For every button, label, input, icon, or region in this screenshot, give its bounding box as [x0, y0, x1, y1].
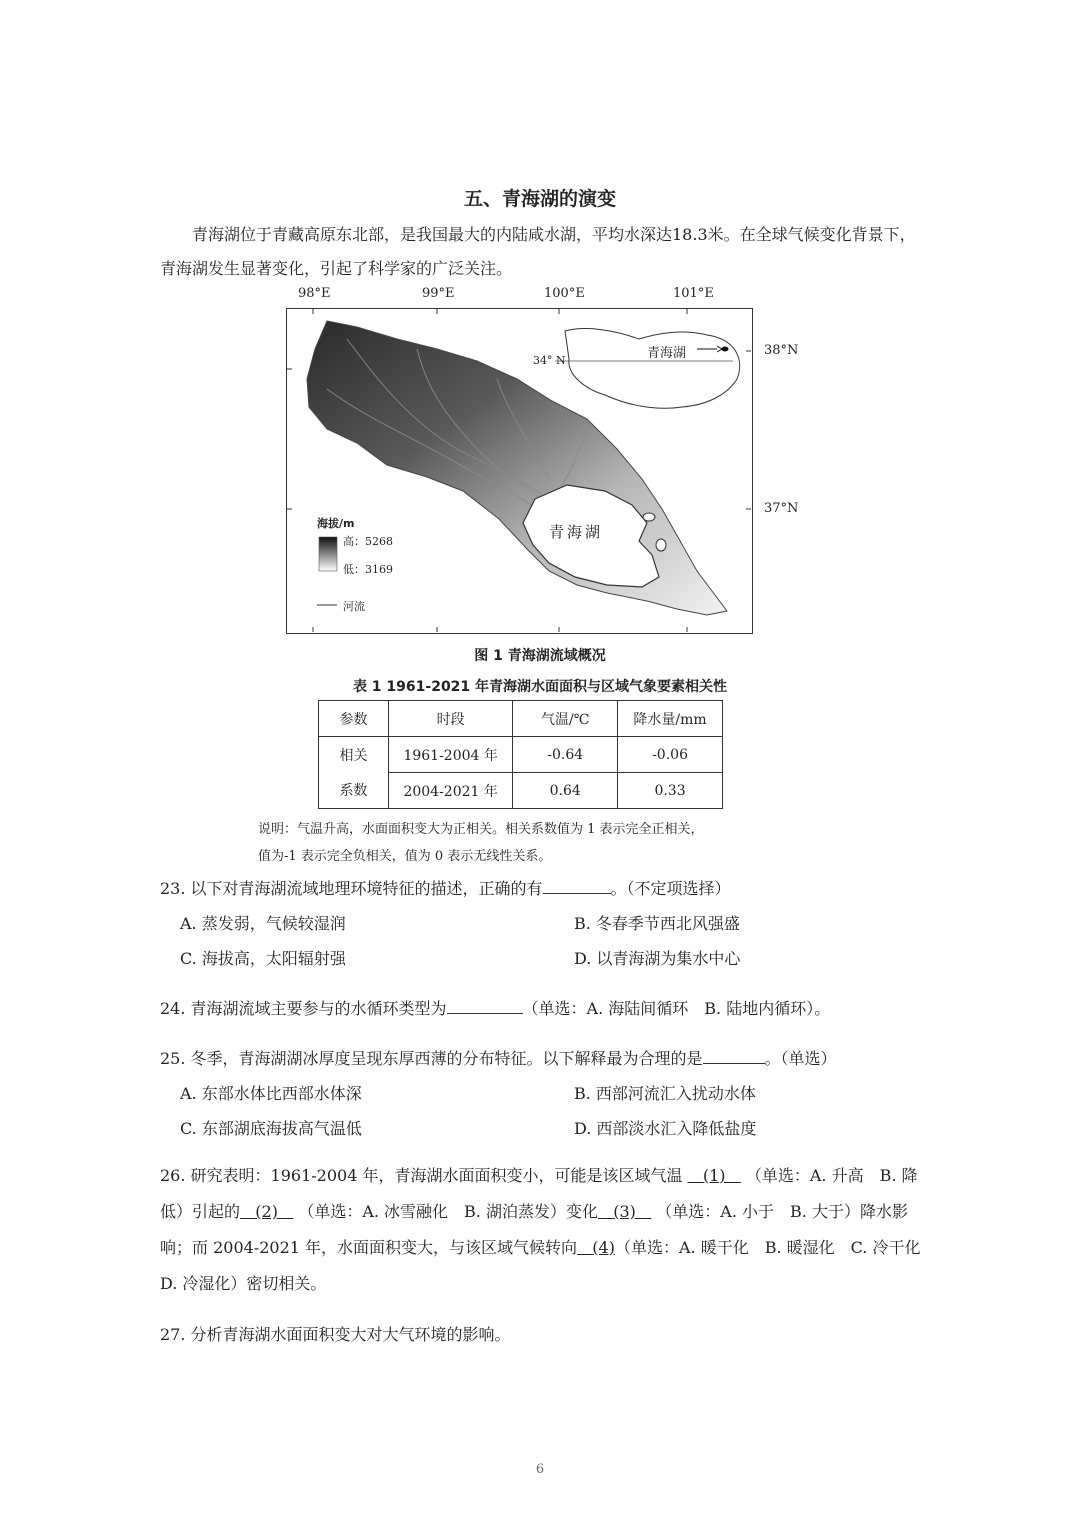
- q24-stem: 24. 青海湖流域主要参与的水循环类型为: [160, 999, 447, 1018]
- q26-blank-2[interactable]: [240, 1202, 293, 1221]
- question-26: [160, 1158, 937, 1302]
- row-label-2: 系数: [319, 773, 389, 809]
- q25-answer-blank[interactable]: [703, 1047, 765, 1064]
- q25-option-b: B. 西部河流汇入扰动水体: [574, 1084, 756, 1103]
- q26-blank-1[interactable]: [688, 1166, 741, 1185]
- q25-stem-end: 。（单选）: [764, 1049, 837, 1068]
- table-row: [319, 737, 723, 773]
- header-temp: 气温/℃: [513, 701, 618, 737]
- cell-period: 2004-2021 年: [388, 773, 512, 809]
- correlation-table: [318, 700, 723, 809]
- cell-period: 1961-2004 年: [388, 737, 512, 773]
- question-24: [160, 996, 830, 1019]
- q25-option-c: C. 东部湖底海拔高气温低: [180, 1119, 362, 1138]
- question-25: [160, 1046, 837, 1069]
- header-period: 时段: [388, 701, 512, 737]
- table-note-line1: 说明：气温升高，水面面积变大为正相关。相关系数值为 1 表示完全正相关，: [258, 822, 704, 837]
- watershed-map: [286, 308, 753, 634]
- q25-stem: 25. 冬季，青海湖湖冰厚度呈现东厚西薄的分布特征。以下解释最为合理的是: [160, 1049, 703, 1068]
- q23-stem: 23. 以下对青海湖流域地理环境特征的描述，正确的有: [160, 879, 543, 898]
- q26-part4: （单选：A. 小于 B. 大于）降水影响；而 2004-2021 年，水面面积变大，与该区域气候转向: [160, 1202, 908, 1257]
- question-27: 27. 分析青海湖水面面积变大对大气环境的影响。: [160, 1325, 511, 1344]
- figure-caption: 图 1 青海湖流域概况: [474, 648, 606, 664]
- q24-stem-end: （单选：A. 海陆间循环 B. 陆地内循环）。: [522, 999, 831, 1018]
- question-23: [160, 876, 731, 899]
- q26-part1: 26. 研究表明：1961-2004 年，青海湖水面面积变小，可能是该区域气温: [160, 1166, 683, 1185]
- q26-blank-3[interactable]: [598, 1202, 651, 1221]
- legend-high: 高：5268: [343, 535, 393, 548]
- q26-blank-4[interactable]: [577, 1238, 615, 1257]
- header-precip: 降水量/mm: [618, 701, 723, 737]
- lon-label-98: 98°E: [298, 286, 331, 301]
- row-label-1: 相关: [319, 737, 389, 773]
- table-row: [319, 773, 723, 809]
- cell-precip: 0.33: [618, 773, 723, 809]
- table-note-line2: 值为-1 表示完全负相关，值为 0 表示无线性关系。: [258, 849, 552, 864]
- section-title: 五、青海湖的演变: [463, 188, 616, 210]
- legend-river: 河流: [343, 600, 365, 613]
- q26-part3: （单选：A. 冰雪融化 B. 湖泊蒸发）变化: [298, 1202, 598, 1221]
- q26-blank-2-label: (2): [255, 1202, 278, 1221]
- page-number: 6: [535, 1462, 545, 1477]
- lake-label: 青海湖: [549, 523, 604, 541]
- q25-option-d: D. 西部淡水汇入降低盐度: [574, 1119, 757, 1138]
- legend-title: 海拔/m: [317, 517, 355, 530]
- q26-blank-3-label: (3): [613, 1202, 636, 1221]
- q23-option-b: B. 冬春季节西北风强盛: [574, 914, 740, 933]
- q26-part2: （单选：A. 升高 B. 降低）引起的: [160, 1166, 918, 1221]
- lon-label-101: 101°E: [673, 286, 714, 301]
- lat-label-38: 38°N: [764, 343, 799, 358]
- cell-temp: -0.64: [513, 737, 618, 773]
- intro-paragraph: 青海湖位于青藏高原东北部，是我国最大的内陆咸水湖，平均水深达18.3米。在全球气候变化背景下，青海湖发生显著变化，引起了科学家的广泛关注。: [160, 225, 916, 278]
- q25-option-a: A. 东部水体比西部水体深: [180, 1084, 362, 1103]
- lat-label-37: 37°N: [764, 501, 799, 516]
- cell-temp: 0.64: [513, 773, 618, 809]
- header-param: 参数: [319, 701, 389, 737]
- q23-answer-blank[interactable]: [543, 877, 611, 894]
- table-caption: 表 1 1961-2021 年青海湖水面面积与区域气象要素相关性: [352, 679, 728, 695]
- q23-option-d: D. 以青海湖为集水中心: [574, 949, 741, 968]
- inset-latitude-label: 34° N: [533, 354, 566, 367]
- q24-answer-blank[interactable]: [447, 997, 523, 1014]
- legend-low: 低：3169: [343, 563, 393, 576]
- inset-lake-label: 青海湖: [647, 346, 687, 361]
- lon-label-99: 99°E: [422, 286, 455, 301]
- table-header-row: [319, 701, 723, 737]
- q26-blank-4-label: (4): [592, 1238, 615, 1257]
- q23-stem-end: 。（不定项选择）: [610, 879, 731, 898]
- q23-option-a: A. 蒸发弱，气候较湿润: [180, 914, 346, 933]
- q26-part5: （单选：A. 暖干化 B. 暖湿化 C. 冷干化 D. 冷湿化）密切相关。: [160, 1238, 937, 1293]
- q26-blank-1-label: (1): [702, 1166, 726, 1185]
- q23-option-c: C. 海拔高，太阳辐射强: [180, 949, 346, 968]
- cell-precip: -0.06: [618, 737, 723, 773]
- lon-label-100: 100°E: [544, 286, 585, 301]
